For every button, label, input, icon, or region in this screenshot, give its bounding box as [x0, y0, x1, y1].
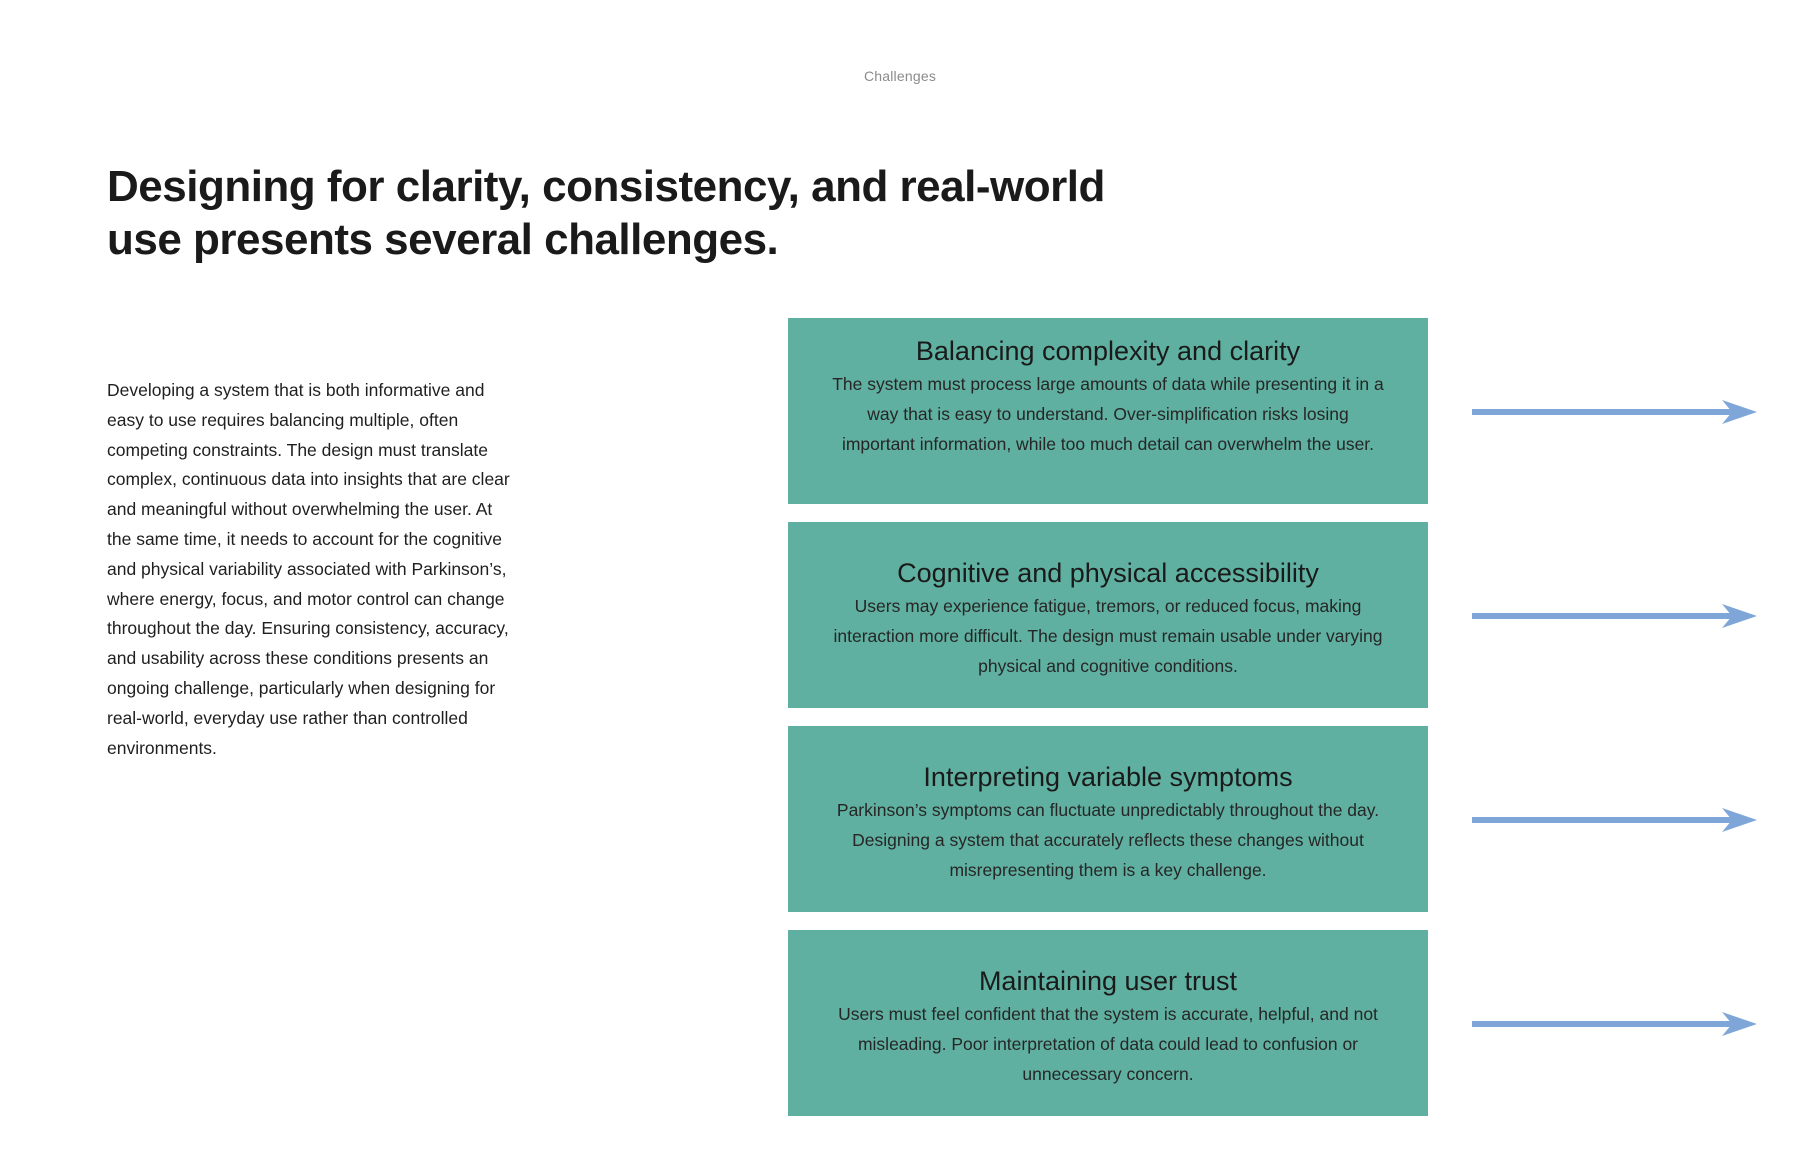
intro-paragraph: Developing a system that is both informative and easy to use requires balancing multiple, often competing constraints. The design must translate complex, continuous data into insights that are clear and meaningful without overwhelming the user. At the same time, it needs to account for the cognitive and physical variability associated with Parkinson’s, where energy, focus, and motor control can change throughout the day. Ensuring consistency, accuracy, and usability across these conditions presents an ongoing challenge, particularly when designing for real-world, everyday use rather than controlled environments.	[107, 380, 510, 758]
challenge-cards	[788, 318, 1428, 1134]
card-title: Maintaining user trust	[978, 966, 1238, 996]
card-body: Parkinson’s symptoms can fluctuate unpredictably throughout the day. Designing a system that accurately reflects these changes without misrepresenting them is a key challenge.	[836, 800, 1380, 880]
challenge-card-symptoms	[788, 726, 1428, 912]
headline-line-1: Designing for clarity, consistency, and real-world	[107, 162, 1105, 211]
card-title: Cognitive and physical accessibility	[897, 558, 1319, 588]
challenge-card-complexity	[788, 318, 1428, 504]
page-headline	[107, 160, 1107, 266]
arrow-right-icon	[1472, 399, 1757, 425]
arrow-right-icon	[1472, 807, 1757, 833]
card-title: Interpreting variable symptoms	[923, 762, 1293, 792]
section-eyebrow: Challenges	[863, 68, 937, 84]
challenge-card-accessibility	[788, 522, 1428, 708]
card-body: The system must process large amounts of data while presenting it in a way that is easy to understand. Over-simplification risks losing important information, while too much detail can overwhelm the user.	[832, 374, 1384, 454]
arrow-right-icon	[1472, 603, 1757, 629]
arrow-right-icon	[1472, 1011, 1757, 1037]
card-body: Users may experience fatigue, tremors, or reduced focus, making interaction more difficult. The design must remain usable under varying physical and cognitive conditions.	[833, 596, 1383, 676]
card-body: Users must feel confident that the system is accurate, helpful, and not misleading. Poor interpretation of data could lead to confusion or unnecessary concern.	[838, 1004, 1378, 1084]
card-title: Balancing complexity and clarity	[915, 336, 1301, 366]
headline-line-2: use presents several challenges.	[107, 215, 779, 264]
challenge-card-trust	[788, 930, 1428, 1116]
